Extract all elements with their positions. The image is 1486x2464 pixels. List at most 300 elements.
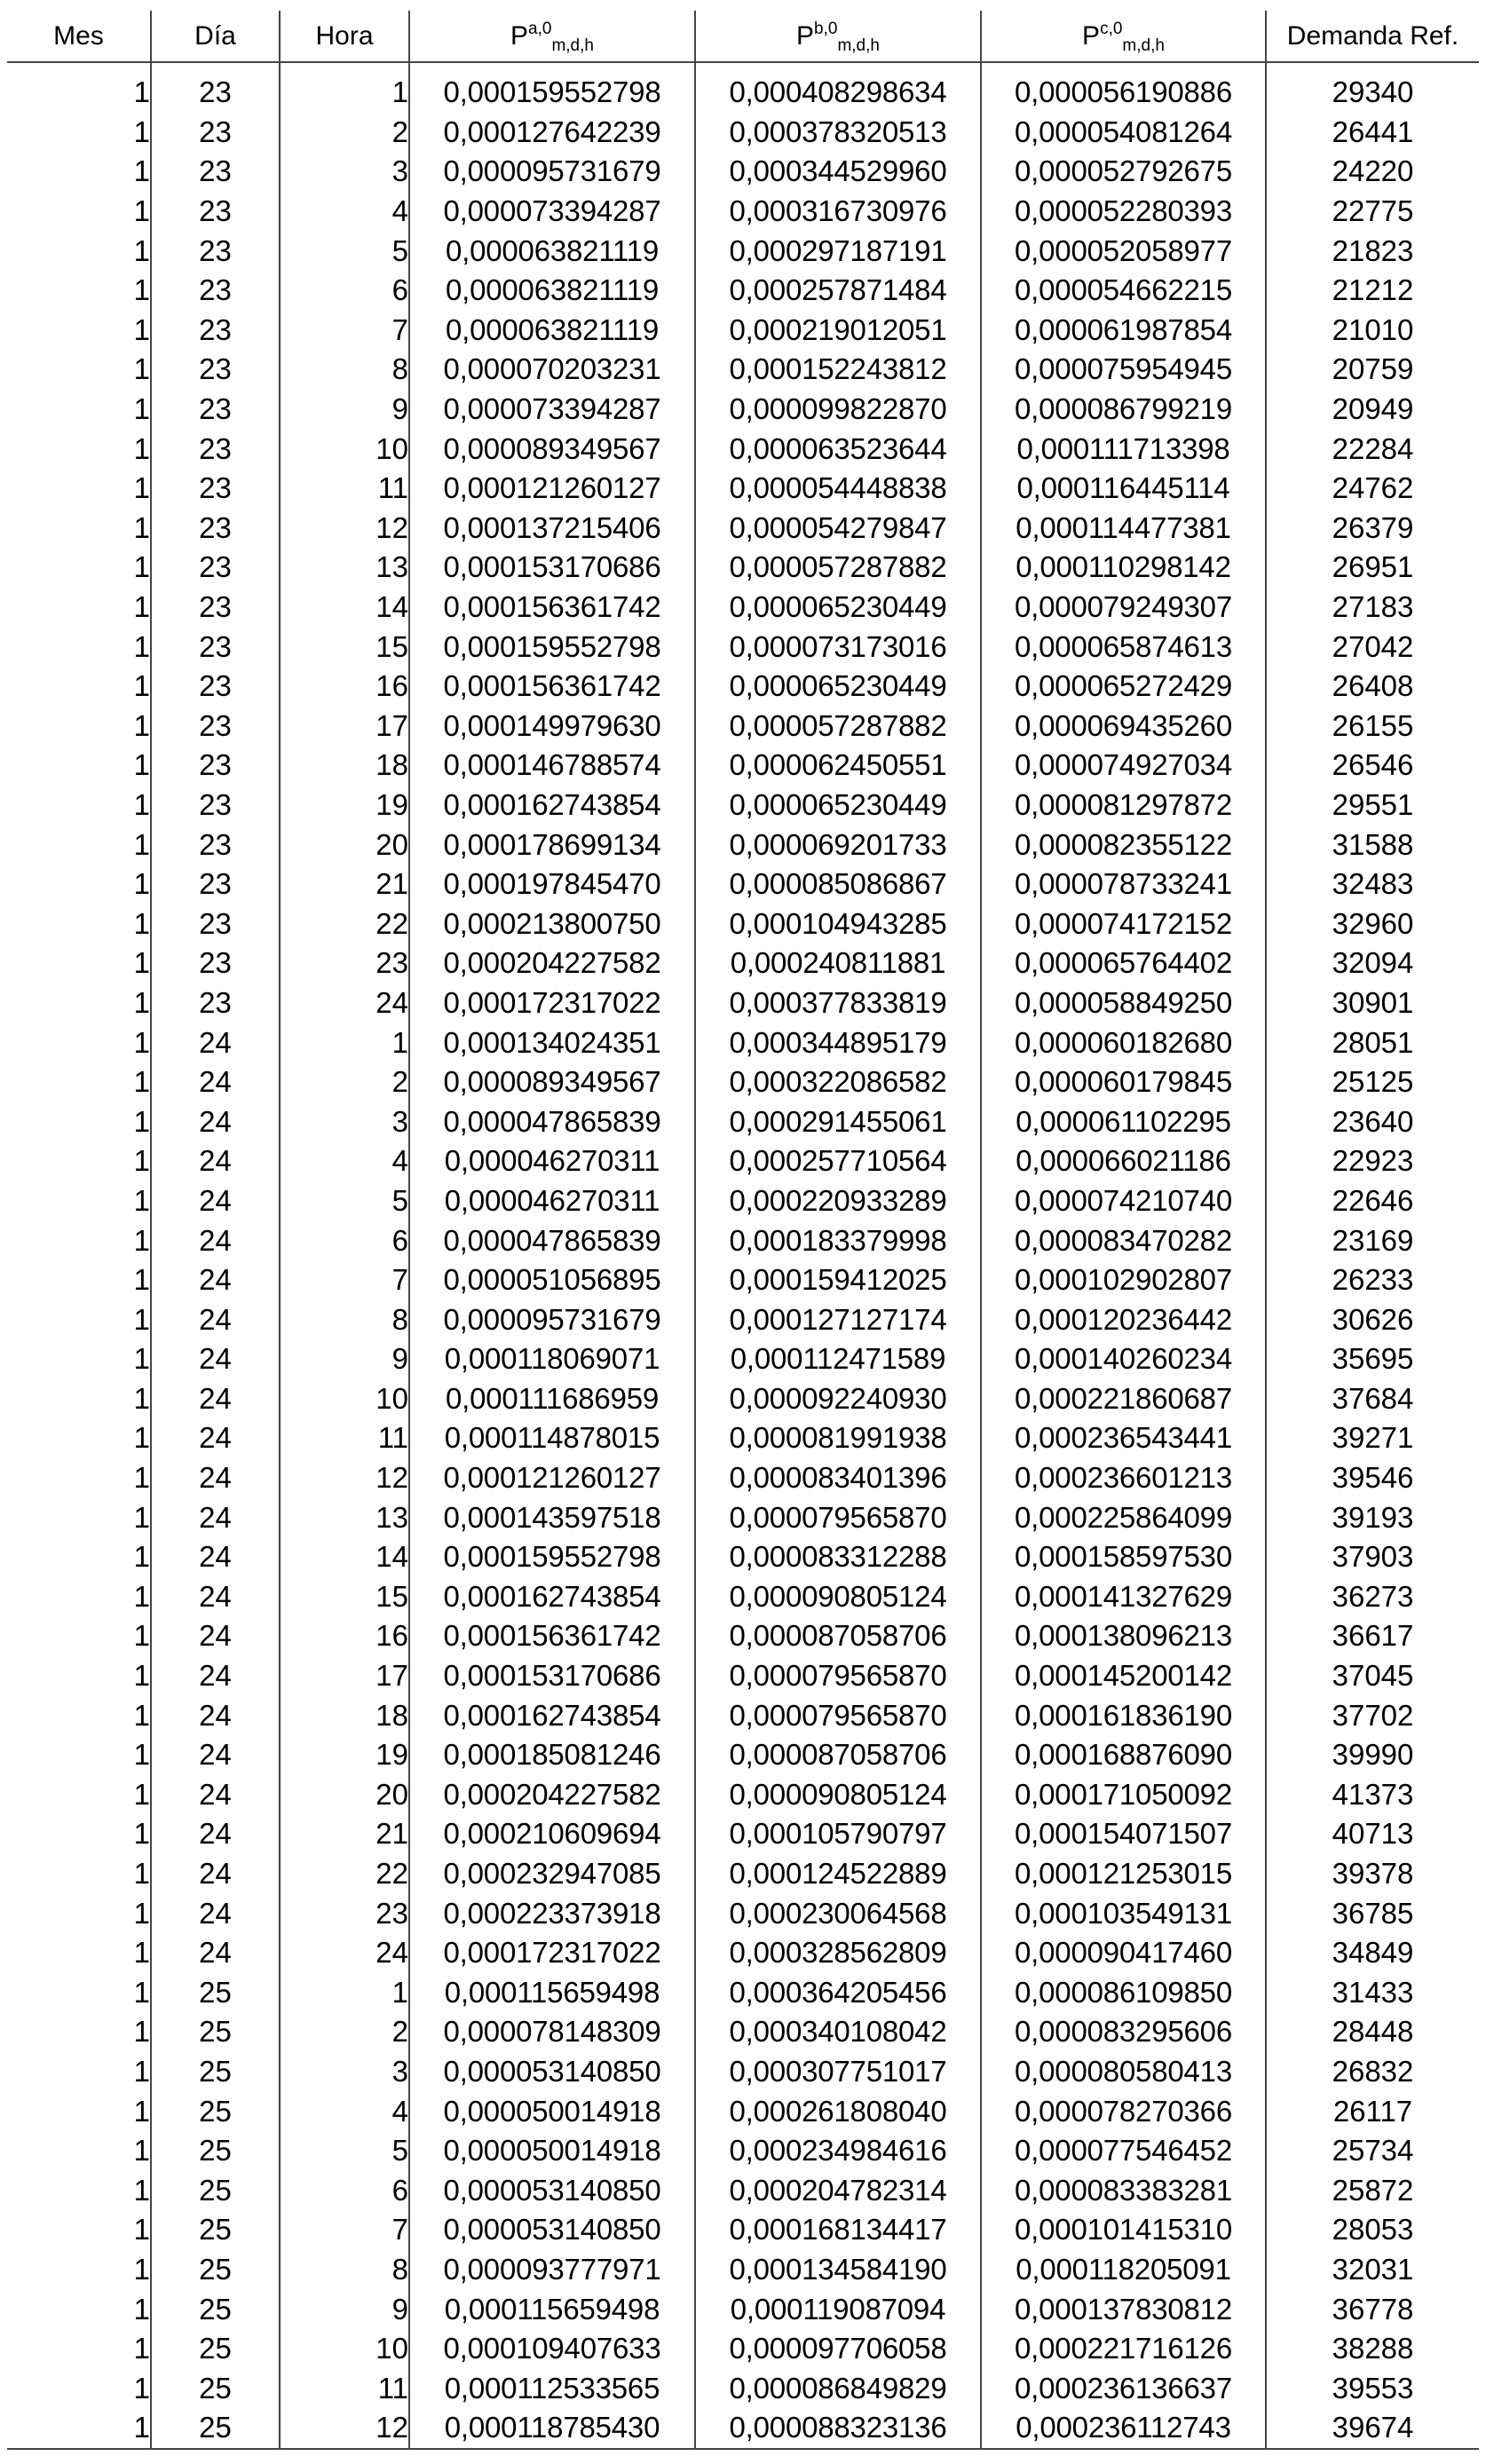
cell-demanda: 32483 xyxy=(1266,865,1479,904)
cell-p-b: 0,000090805124 xyxy=(695,1775,981,1815)
cell-p-a: 0,000046270311 xyxy=(409,1181,695,1221)
cell-mes: 1 xyxy=(133,1936,150,1970)
cell-demanda: 25872 xyxy=(1266,2170,1479,2210)
cell-mes: 1 xyxy=(133,590,150,624)
header-p-c-sub: m,d,h xyxy=(1122,36,1165,55)
table-row xyxy=(7,2091,1479,2131)
cell-dia: 24 xyxy=(151,1181,280,1221)
table-row xyxy=(7,1299,1479,1339)
cell-p-a: 0,000156361742 xyxy=(409,667,695,707)
header-p-b xyxy=(695,11,981,62)
cell-p-c: 0,000140260234 xyxy=(981,1339,1266,1379)
table-row xyxy=(7,1933,1479,1973)
cell-demanda: 26951 xyxy=(1266,548,1479,588)
cell-p-b: 0,000344529960 xyxy=(695,152,981,192)
cell-demanda: 39990 xyxy=(1266,1735,1479,1775)
cell-p-c: 0,000074172152 xyxy=(981,904,1266,944)
cell-mes: 1 xyxy=(133,2094,150,2128)
cell-dia: 25 xyxy=(151,2289,280,2329)
cell-p-a: 0,000172317022 xyxy=(409,1933,695,1973)
cell-p-a: 0,000078148309 xyxy=(409,2012,695,2052)
table-row xyxy=(7,1656,1479,1696)
cell-p-b: 0,000063523644 xyxy=(695,429,981,469)
table-header xyxy=(7,11,1479,62)
cell-demanda: 22284 xyxy=(1266,429,1479,469)
cell-p-a: 0,000134024351 xyxy=(409,1023,695,1062)
cell-dia: 25 xyxy=(151,2210,280,2250)
cell-mes: 1 xyxy=(133,2173,150,2207)
cell-p-b: 0,000073173016 xyxy=(695,627,981,667)
cell-p-a: 0,000053140850 xyxy=(409,2170,695,2210)
header-p-a-base: P xyxy=(510,20,529,51)
cell-hora: 2 xyxy=(280,1062,409,1102)
cell-p-b: 0,000099822870 xyxy=(695,390,981,430)
table-row xyxy=(7,1775,1479,1815)
cell-mes: 1 xyxy=(133,2134,150,2168)
cell-dia: 25 xyxy=(151,2052,280,2092)
cell-p-c: 0,000080580413 xyxy=(981,2052,1266,2092)
cell-p-c: 0,000101415310 xyxy=(981,2210,1266,2250)
header-p-a-sub: m,d,h xyxy=(551,36,594,55)
cell-dia: 24 xyxy=(151,1339,280,1379)
table-row xyxy=(7,73,1479,113)
cell-mes: 1 xyxy=(133,1975,150,2009)
header-hora: Hora xyxy=(280,11,409,62)
cell-dia: 23 xyxy=(151,983,280,1023)
cell-p-b: 0,000344895179 xyxy=(695,1023,981,1062)
cell-p-b: 0,000092240930 xyxy=(695,1379,981,1419)
cell-p-c: 0,000086109850 xyxy=(981,1973,1266,2013)
cell-p-a: 0,000178699134 xyxy=(409,825,695,865)
cell-hora: 12 xyxy=(280,2408,409,2449)
cell-p-a: 0,000063821119 xyxy=(409,311,695,351)
cell-mes: 1 xyxy=(133,352,150,386)
table-row xyxy=(7,350,1479,390)
cell-p-c: 0,000052058977 xyxy=(981,231,1266,271)
cell-mes: 1 xyxy=(133,1579,150,1613)
cell-demanda: 37903 xyxy=(1266,1537,1479,1577)
cell-dia: 23 xyxy=(151,73,280,113)
cell-mes: 1 xyxy=(133,75,150,109)
cell-demanda: 25125 xyxy=(1266,1062,1479,1102)
cell-mes: 1 xyxy=(133,1619,150,1653)
cell-p-b: 0,000297187191 xyxy=(695,231,981,271)
cell-p-c: 0,000056190886 xyxy=(981,73,1266,113)
cell-mes: 1 xyxy=(133,1421,150,1455)
cell-p-b: 0,000112471589 xyxy=(695,1339,981,1379)
cell-demanda: 24220 xyxy=(1266,152,1479,192)
cell-demanda: 31433 xyxy=(1266,1973,1479,2013)
cell-p-b: 0,000124522889 xyxy=(695,1854,981,1894)
cell-hora: 12 xyxy=(280,509,409,549)
cell-demanda: 26155 xyxy=(1266,707,1479,746)
cell-p-b: 0,000105790797 xyxy=(695,1814,981,1854)
table-row xyxy=(7,113,1479,153)
cell-hora: 8 xyxy=(280,2250,409,2290)
cell-mes: 1 xyxy=(133,1461,150,1495)
table-row xyxy=(7,1893,1479,1933)
cell-p-c: 0,000081297872 xyxy=(981,786,1266,825)
cell-dia: 25 xyxy=(151,2408,280,2449)
cell-dia: 23 xyxy=(151,469,280,509)
table-row xyxy=(7,2131,1479,2171)
cell-hora: 9 xyxy=(280,390,409,430)
cell-hora: 23 xyxy=(280,944,409,983)
cell-demanda: 22923 xyxy=(1266,1141,1479,1181)
cell-mes: 1 xyxy=(133,708,150,742)
cell-p-c: 0,000052280393 xyxy=(981,192,1266,232)
spacer-row xyxy=(7,62,1479,73)
cell-demanda: 40713 xyxy=(1266,1814,1479,1854)
cell-p-c: 0,000086799219 xyxy=(981,390,1266,430)
cell-demanda: 24762 xyxy=(1266,469,1479,509)
cell-hora: 18 xyxy=(280,1695,409,1735)
cell-demanda: 39674 xyxy=(1266,2408,1479,2449)
cell-demanda: 39271 xyxy=(1266,1418,1479,1458)
cell-mes: 1 xyxy=(133,194,150,228)
cell-p-c: 0,000114477381 xyxy=(981,509,1266,549)
cell-hora: 10 xyxy=(280,2329,409,2369)
cell-hora: 20 xyxy=(280,1775,409,1815)
cell-p-a: 0,000050014918 xyxy=(409,2131,695,2171)
table-row xyxy=(7,1023,1479,1062)
cell-p-a: 0,000162743854 xyxy=(409,1577,695,1617)
cell-p-a: 0,000046270311 xyxy=(409,1141,695,1181)
cell-mes: 1 xyxy=(133,1065,150,1099)
cell-hora: 6 xyxy=(280,1220,409,1260)
cell-p-b: 0,000257871484 xyxy=(695,271,981,311)
cell-p-a: 0,000159552798 xyxy=(409,1537,695,1577)
cell-p-c: 0,000083295606 xyxy=(981,2012,1266,2052)
cell-dia: 23 xyxy=(151,904,280,944)
cell-dia: 23 xyxy=(151,667,280,707)
cell-demanda: 20759 xyxy=(1266,350,1479,390)
cell-p-a: 0,000115659498 xyxy=(409,2289,695,2329)
cell-p-a: 0,000115659498 xyxy=(409,1973,695,2013)
cell-p-a: 0,000050014918 xyxy=(409,2091,695,2131)
cell-mes: 1 xyxy=(133,1777,150,1811)
cell-dia: 23 xyxy=(151,152,280,192)
table-row xyxy=(7,588,1479,628)
cell-hora: 8 xyxy=(280,1299,409,1339)
cell-dia: 24 xyxy=(151,1299,280,1339)
table-row xyxy=(7,904,1479,944)
table-row xyxy=(7,1339,1479,1379)
cell-p-a: 0,000112533565 xyxy=(409,2368,695,2408)
cell-hora: 10 xyxy=(280,429,409,469)
cell-p-b: 0,000152243812 xyxy=(695,350,981,390)
cell-hora: 1 xyxy=(280,1973,409,2013)
cell-hora: 5 xyxy=(280,1181,409,1221)
cell-p-c: 0,000061987854 xyxy=(981,311,1266,351)
cell-mes: 1 xyxy=(133,2371,150,2405)
cell-dia: 23 xyxy=(151,231,280,271)
cell-dia: 23 xyxy=(151,707,280,746)
cell-p-b: 0,000134584190 xyxy=(695,2250,981,2290)
cell-p-a: 0,000114878015 xyxy=(409,1418,695,1458)
cell-p-a: 0,000185081246 xyxy=(409,1735,695,1775)
cell-dia: 24 xyxy=(151,1537,280,1577)
cell-p-b: 0,000085086867 xyxy=(695,865,981,904)
cell-mes: 1 xyxy=(133,867,150,901)
cell-p-a: 0,000210609694 xyxy=(409,1814,695,1854)
cell-mes: 1 xyxy=(133,392,150,426)
cell-mes: 1 xyxy=(133,154,150,188)
cell-p-a: 0,000047865839 xyxy=(409,1220,695,1260)
table-row xyxy=(7,1220,1479,1260)
table-row xyxy=(7,627,1479,667)
cell-demanda: 25734 xyxy=(1266,2131,1479,2171)
table-row xyxy=(7,1973,1479,2013)
cell-dia: 24 xyxy=(151,1141,280,1181)
cell-hora: 14 xyxy=(280,1537,409,1577)
cell-p-a: 0,000121260127 xyxy=(409,469,695,509)
cell-demanda: 36273 xyxy=(1266,1577,1479,1617)
header-p-c xyxy=(981,11,1266,62)
cell-dia: 25 xyxy=(151,1973,280,2013)
table-row xyxy=(7,1141,1479,1181)
cell-hora: 7 xyxy=(280,2210,409,2250)
cell-hora: 5 xyxy=(280,231,409,271)
cell-demanda: 27042 xyxy=(1266,627,1479,667)
table-row xyxy=(7,1854,1479,1894)
cell-p-c: 0,000118205091 xyxy=(981,2250,1266,2290)
header-p-c-sup: c,0 xyxy=(1100,19,1123,38)
table-row xyxy=(7,2210,1479,2250)
table-row xyxy=(7,1062,1479,1102)
cell-p-c: 0,000102902807 xyxy=(981,1260,1266,1300)
cell-p-a: 0,000051056895 xyxy=(409,1260,695,1300)
cell-dia: 25 xyxy=(151,2368,280,2408)
cell-demanda: 39378 xyxy=(1266,1854,1479,1894)
cell-p-a: 0,000213800750 xyxy=(409,904,695,944)
cell-dia: 24 xyxy=(151,1695,280,1735)
cell-p-c: 0,000145200142 xyxy=(981,1656,1266,1696)
cell-dia: 23 xyxy=(151,865,280,904)
cell-hora: 22 xyxy=(280,904,409,944)
table-row xyxy=(7,2289,1479,2329)
cell-dia: 25 xyxy=(151,2131,280,2171)
table-row xyxy=(7,1497,1479,1537)
cell-p-c: 0,000078270366 xyxy=(981,2091,1266,2131)
cell-p-b: 0,000257710564 xyxy=(695,1141,981,1181)
table-row xyxy=(7,825,1479,865)
cell-demanda: 38288 xyxy=(1266,2329,1479,2369)
cell-dia: 24 xyxy=(151,1814,280,1854)
cell-demanda: 39553 xyxy=(1266,2368,1479,2408)
cell-dia: 23 xyxy=(151,429,280,469)
table-row xyxy=(7,390,1479,430)
cell-p-c: 0,000090417460 xyxy=(981,1933,1266,1973)
cell-mes: 1 xyxy=(133,1500,150,1534)
cell-p-c: 0,000236543441 xyxy=(981,1418,1266,1458)
cell-mes: 1 xyxy=(133,827,150,861)
cell-mes: 1 xyxy=(133,1223,150,1257)
cell-p-a: 0,000073394287 xyxy=(409,390,695,430)
cell-demanda: 36778 xyxy=(1266,2289,1479,2329)
table-row xyxy=(7,1814,1479,1854)
table-row xyxy=(7,707,1479,746)
table-row xyxy=(7,1695,1479,1735)
cell-p-b: 0,000159412025 xyxy=(695,1260,981,1300)
cell-p-b: 0,000127127174 xyxy=(695,1299,981,1339)
cell-hora: 16 xyxy=(280,667,409,707)
cell-hora: 21 xyxy=(280,1814,409,1854)
header-p-b-sup: b,0 xyxy=(814,19,838,38)
cell-mes: 1 xyxy=(133,2054,150,2088)
cell-p-b: 0,000062450551 xyxy=(695,746,981,786)
cell-p-b: 0,000069201733 xyxy=(695,825,981,865)
cell-hora: 21 xyxy=(280,865,409,904)
cell-mes: 1 xyxy=(133,748,150,782)
cell-p-a: 0,000053140850 xyxy=(409,2052,695,2092)
cell-hora: 1 xyxy=(280,1023,409,1062)
cell-p-c: 0,000054662215 xyxy=(981,271,1266,311)
header-p-a-sup: a,0 xyxy=(528,19,552,38)
cell-demanda: 36785 xyxy=(1266,1893,1479,1933)
cell-p-a: 0,000149979630 xyxy=(409,707,695,746)
cell-mes: 1 xyxy=(7,2408,151,2449)
table-row xyxy=(7,1735,1479,1775)
header-p-a xyxy=(409,11,695,62)
cell-p-c: 0,000074210740 xyxy=(981,1181,1266,1221)
cell-p-a: 0,000111686959 xyxy=(409,1379,695,1419)
cell-mes: 1 xyxy=(133,115,150,148)
cell-dia: 23 xyxy=(151,509,280,549)
cell-p-b: 0,000087058706 xyxy=(695,1616,981,1656)
cell-hora: 3 xyxy=(280,1102,409,1141)
cell-p-c: 0,000058849250 xyxy=(981,983,1266,1023)
cell-demanda: 27183 xyxy=(1266,588,1479,628)
cell-dia: 24 xyxy=(151,1102,280,1141)
cell-demanda: 23640 xyxy=(1266,1102,1479,1141)
cell-mes: 1 xyxy=(133,1817,150,1851)
cell-demanda: 22775 xyxy=(1266,192,1479,232)
cell-p-c: 0,000069435260 xyxy=(981,707,1266,746)
table-row xyxy=(7,1181,1479,1221)
cell-p-b: 0,000079565870 xyxy=(695,1695,981,1735)
cell-p-a: 0,000153170686 xyxy=(409,1656,695,1696)
cell-p-b: 0,000054448838 xyxy=(695,469,981,509)
cell-hora: 4 xyxy=(280,2091,409,2131)
cell-p-b: 0,000083401396 xyxy=(695,1458,981,1498)
cell-p-b: 0,000057287882 xyxy=(695,707,981,746)
header-dia: Día xyxy=(151,11,280,62)
header-row xyxy=(7,11,1479,62)
cell-hora: 2 xyxy=(280,2012,409,2052)
cell-p-a: 0,000093777971 xyxy=(409,2250,695,2290)
cell-p-b: 0,000364205456 xyxy=(695,1973,981,2013)
cell-p-c: 0,000138096213 xyxy=(981,1616,1266,1656)
cell-p-c: 0,000168876090 xyxy=(981,1735,1266,1775)
cell-p-b: 0,000119087094 xyxy=(695,2289,981,2329)
cell-dia: 24 xyxy=(151,1260,280,1300)
cell-demanda: 36617 xyxy=(1266,1616,1479,1656)
header-mes: Mes xyxy=(7,11,151,62)
cell-p-c: 0,000221716126 xyxy=(981,2329,1266,2369)
table-row xyxy=(7,1458,1479,1498)
cell-demanda: 26379 xyxy=(1266,509,1479,549)
cell-demanda: 26546 xyxy=(1266,746,1479,786)
cell-p-c: 0,000065764402 xyxy=(981,944,1266,983)
cell-p-c: 0,000079249307 xyxy=(981,588,1266,628)
cell-p-c: 0,000077546452 xyxy=(981,2131,1266,2171)
cell-p-b: 0,000219012051 xyxy=(695,311,981,351)
cell-dia: 23 xyxy=(151,746,280,786)
table-row xyxy=(7,746,1479,786)
cell-p-a: 0,000159552798 xyxy=(409,73,695,113)
cell-mes: 1 xyxy=(133,2252,150,2286)
cell-mes: 1 xyxy=(133,1263,150,1297)
cell-p-a: 0,000156361742 xyxy=(409,1616,695,1656)
cell-p-c: 0,000221860687 xyxy=(981,1379,1266,1419)
cell-dia: 23 xyxy=(151,944,280,983)
cell-p-b: 0,000234984616 xyxy=(695,2131,981,2171)
cell-demanda: 28051 xyxy=(1266,1023,1479,1062)
cell-p-c: 0,000120236442 xyxy=(981,1299,1266,1339)
cell-demanda: 28448 xyxy=(1266,2012,1479,2052)
cell-p-c: 0,000060179845 xyxy=(981,1062,1266,1102)
cell-p-b: 0,000088323136 xyxy=(695,2408,981,2449)
cell-demanda: 41373 xyxy=(1266,1775,1479,1815)
cell-mes: 1 xyxy=(133,906,150,940)
table-row xyxy=(7,944,1479,983)
cell-p-b: 0,000168134417 xyxy=(695,2210,981,2250)
cell-p-a: 0,000153170686 xyxy=(409,548,695,588)
cell-demanda: 22646 xyxy=(1266,1181,1479,1221)
cell-p-a: 0,000146788574 xyxy=(409,746,695,786)
cell-demanda: 26441 xyxy=(1266,113,1479,153)
cell-demanda: 21212 xyxy=(1266,271,1479,311)
table-row xyxy=(7,469,1479,509)
table-row xyxy=(7,429,1479,469)
cell-dia: 23 xyxy=(151,627,280,667)
cell-mes: 1 xyxy=(133,946,150,980)
cell-dia: 23 xyxy=(151,113,280,153)
cell-demanda: 21823 xyxy=(1266,231,1479,271)
cell-dia: 23 xyxy=(151,548,280,588)
cell-hora: 1 xyxy=(280,73,409,113)
cell-mes: 1 xyxy=(133,1183,150,1217)
cell-hora: 15 xyxy=(280,627,409,667)
cell-p-b: 0,000104943285 xyxy=(695,904,981,944)
cell-mes: 1 xyxy=(133,471,150,505)
cell-hora: 4 xyxy=(280,1141,409,1181)
cell-dia: 23 xyxy=(151,825,280,865)
cell-demanda: 29551 xyxy=(1266,786,1479,825)
cell-dia: 24 xyxy=(151,1220,280,1260)
cell-p-a: 0,000095731679 xyxy=(409,152,695,192)
table-row xyxy=(7,231,1479,271)
cell-p-c: 0,000158597530 xyxy=(981,1537,1266,1577)
cell-p-c: 0,000052792675 xyxy=(981,152,1266,192)
cell-p-c: 0,000236112743 xyxy=(981,2408,1266,2449)
cell-p-c: 0,000225864099 xyxy=(981,1497,1266,1537)
header-p-b-base: P xyxy=(796,20,815,51)
cell-dia: 24 xyxy=(151,1062,280,1102)
cell-dia: 24 xyxy=(151,1418,280,1458)
cell-p-a: 0,000232947085 xyxy=(409,1854,695,1894)
cell-p-b: 0,000079565870 xyxy=(695,1656,981,1696)
cell-p-b: 0,000340108042 xyxy=(695,2012,981,2052)
cell-mes: 1 xyxy=(133,669,150,703)
cell-demanda: 20949 xyxy=(1266,390,1479,430)
cell-dia: 24 xyxy=(151,1656,280,1696)
table-row xyxy=(7,865,1479,904)
cell-dia: 24 xyxy=(151,1497,280,1537)
table-row xyxy=(7,1616,1479,1656)
cell-mes: 1 xyxy=(133,1025,150,1059)
